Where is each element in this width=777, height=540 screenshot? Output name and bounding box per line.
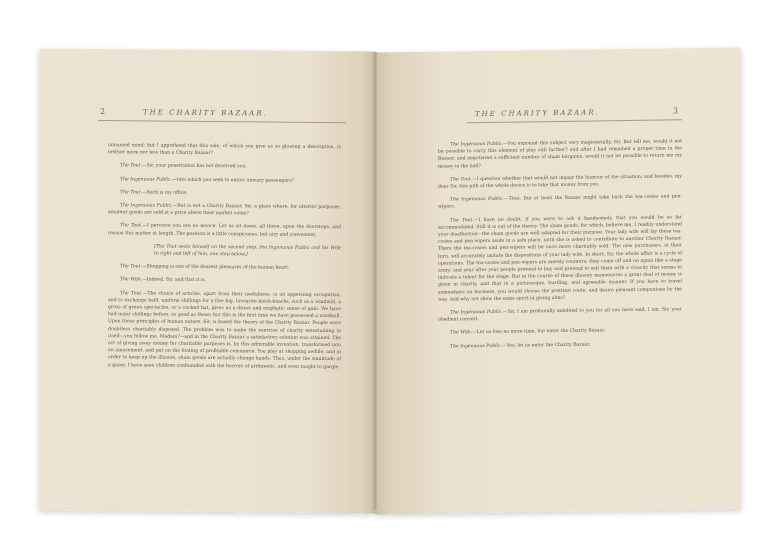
paragraph-text: —Yes; let us enter the Charity Bazaar. xyxy=(502,342,591,349)
paragraph-text: unnamed mind; but I apprehend that this sale, of which you give us so glowing a description, is neither more nor less than a Charity Bazaar? xyxy=(108,143,341,157)
running-head-right: THE CHARITY BAZAAR. xyxy=(475,108,600,119)
paragraph xyxy=(438,138,682,170)
paragraph xyxy=(438,327,682,338)
speaker-name: The Tout. xyxy=(120,190,142,196)
speaker-name: The Tout. xyxy=(120,290,143,297)
paragraph xyxy=(108,142,341,158)
speaker-name: The Wife. xyxy=(450,330,473,336)
speaker-name: The Tout. xyxy=(120,264,142,270)
speaker-name: The Tout. xyxy=(120,223,143,229)
paragraph xyxy=(108,277,341,286)
paragraph-text: —But is not a Charity Bazaar, Sir, a place where, for ulterior purposes, amateur goods are sold at a price above their market value? xyxy=(108,203,341,217)
paragraph xyxy=(438,340,682,351)
paragraph-text: —Such is my office. xyxy=(141,190,188,196)
paragraph xyxy=(108,263,341,272)
paragraph xyxy=(438,306,682,324)
speaker-name: The Ingenuous Public. xyxy=(450,309,503,316)
speaker-name: The Tout. xyxy=(450,177,473,183)
paragraph-text: —You expound this subject very magisterially, Sir. But tell me, would it not be possible to carry this element of play still farther? and after I had remained a proper time in the Bazaar, and negotiated a sufficient number of sham bargains, would it not be possible to return me my money in the hall? xyxy=(438,139,682,170)
speaker-name: The Wife. xyxy=(120,277,143,283)
paragraph xyxy=(438,173,682,191)
paragraph-text: —I question whether that would not impair the humour of the situation; and besides, my dear Sir, this pith of the whole device is to take that money from you. xyxy=(438,174,682,190)
paragraph xyxy=(108,176,341,185)
paragraph-text: —True. But at least the Bazaar might take back the tea-cosies and pen-wipers. xyxy=(438,194,682,211)
paragraph xyxy=(108,290,341,371)
book-gutter xyxy=(373,52,377,510)
paragraph-text: —The choice of articles, apart from their usefulness, is an appetising occupation, and to exchange bald, uniform shillings for a fine big, favourite knick-knacks, such as a windmill, a gross of green spectacles, or a cocked hat, gives us a direct and emphatic sense of gain. We have had many shillings before, so good as these; but this is the first time we have possessed a windmill. Upon these principles of human nature, Sir, is based the theory of the Charity Bazaar. People were doubtless charitably disposed. The problem was to make the exercise of charity entertaining in itself—you follow me, Madam?—and in the Charity Bazaar a satisfactory solution was attained. The act of giving away money for charitable purposes is, by this admirable invention, transformed into an amusement, and put on the footing of profitable commerce. You play at shopping awhile, and in order to keep up the illusion, sham goods are actually change hands. Thus, under the similitude of a game, I have seen children confounded with the horrors of arithmetic, and even taught to gargle. xyxy=(108,291,341,370)
left-page-text xyxy=(108,142,341,377)
page-number-right: 3 xyxy=(673,106,679,116)
paragraph xyxy=(108,243,341,259)
speaker-name: The Ingenuous Public. xyxy=(120,203,173,209)
paragraph-text: —Shopping is one of the dearest pleasures of the human heart. xyxy=(141,264,290,271)
paragraph xyxy=(438,193,682,211)
paragraph-text: —I have no doubt, if you were to ask it handsomely, that you would be so far accommodated. Still it is out of the theory. The sham goods, for which, believe me, I readily understand your disaffection—the sham goods are well adapted for their purpose. Your lady wife will lay these tea-cosies and pen-wipers aside in a safe place, until she is asked to contribute to another Charity Bazaar. There the tea-cosies and pen-wipers will be once more charitably sold. The new purchasers, in their turn, will accurately imitate the dispositions of your lady wife. In short, Sir, the whole affair is a cycle of operations. The tea-cosies and pen-wipers are merely counters; they come off and on again like a stage army; and year after year people pretend to buy and pretend to sell them with a vivacity that seems to indicate a talent for the stage. But in the course of these illusory manoeuvres a great deal of money is given in charity, and that in a picturesque, bustling, and agreeable manner. If you have to travel somewhere on business, you would choose the prettiest route, and desire pleasant companions by the way. And why not show the same spirit in giving alms? xyxy=(438,214,682,303)
right-page xyxy=(375,47,740,514)
paragraph-text: —Sir, I am profoundly indebted to you for all you have said. I am, Sir, your obedient convert. xyxy=(438,307,683,323)
speaker-name: The Ingenuous Public. xyxy=(450,343,503,350)
paragraph xyxy=(108,223,341,239)
speaker-name: The Tout. xyxy=(120,163,142,169)
paragraph xyxy=(108,163,341,172)
paragraph-text: —Indeed, Sir, and that it is. xyxy=(142,277,207,284)
speaker-name: The Ingenuous Public. xyxy=(120,176,173,183)
paragraph-text: —Let us lose no more time, but enter the Charity Bazaar. xyxy=(472,328,606,336)
paragraph xyxy=(108,202,341,218)
header-rule-right xyxy=(467,119,682,123)
speaker-name: The Ingenuous Public. xyxy=(450,196,505,203)
header-rule-left xyxy=(98,120,346,123)
paragraph xyxy=(108,189,341,198)
speaker-name: The Tout. xyxy=(450,217,474,224)
left-page xyxy=(40,49,375,514)
running-head-left: THE CHARITY BAZAAR. xyxy=(143,108,268,118)
paragraph xyxy=(438,214,682,304)
paragraph-text: —Into which you seek to entice unwary passengers? xyxy=(172,177,295,184)
paragraph-text: [The Tout seats himself on the second step, the Ingenuous Public and his Wife to right and left of him, one step below.] xyxy=(154,244,341,258)
speaker-name: The Ingenuous Public. xyxy=(450,141,503,148)
page-number-left: 2 xyxy=(100,107,106,117)
open-booklet xyxy=(40,50,740,512)
paragraph-text: —I perceive you are no novice. Let us sit down, all three, upon the doorsteps, and reason this matter at length. The position is a little conspicuous, but airy and convenient. xyxy=(108,223,341,238)
paragraph-text: —Sir, your penetration has not deceived you. xyxy=(141,163,247,170)
right-page-text xyxy=(438,138,682,356)
